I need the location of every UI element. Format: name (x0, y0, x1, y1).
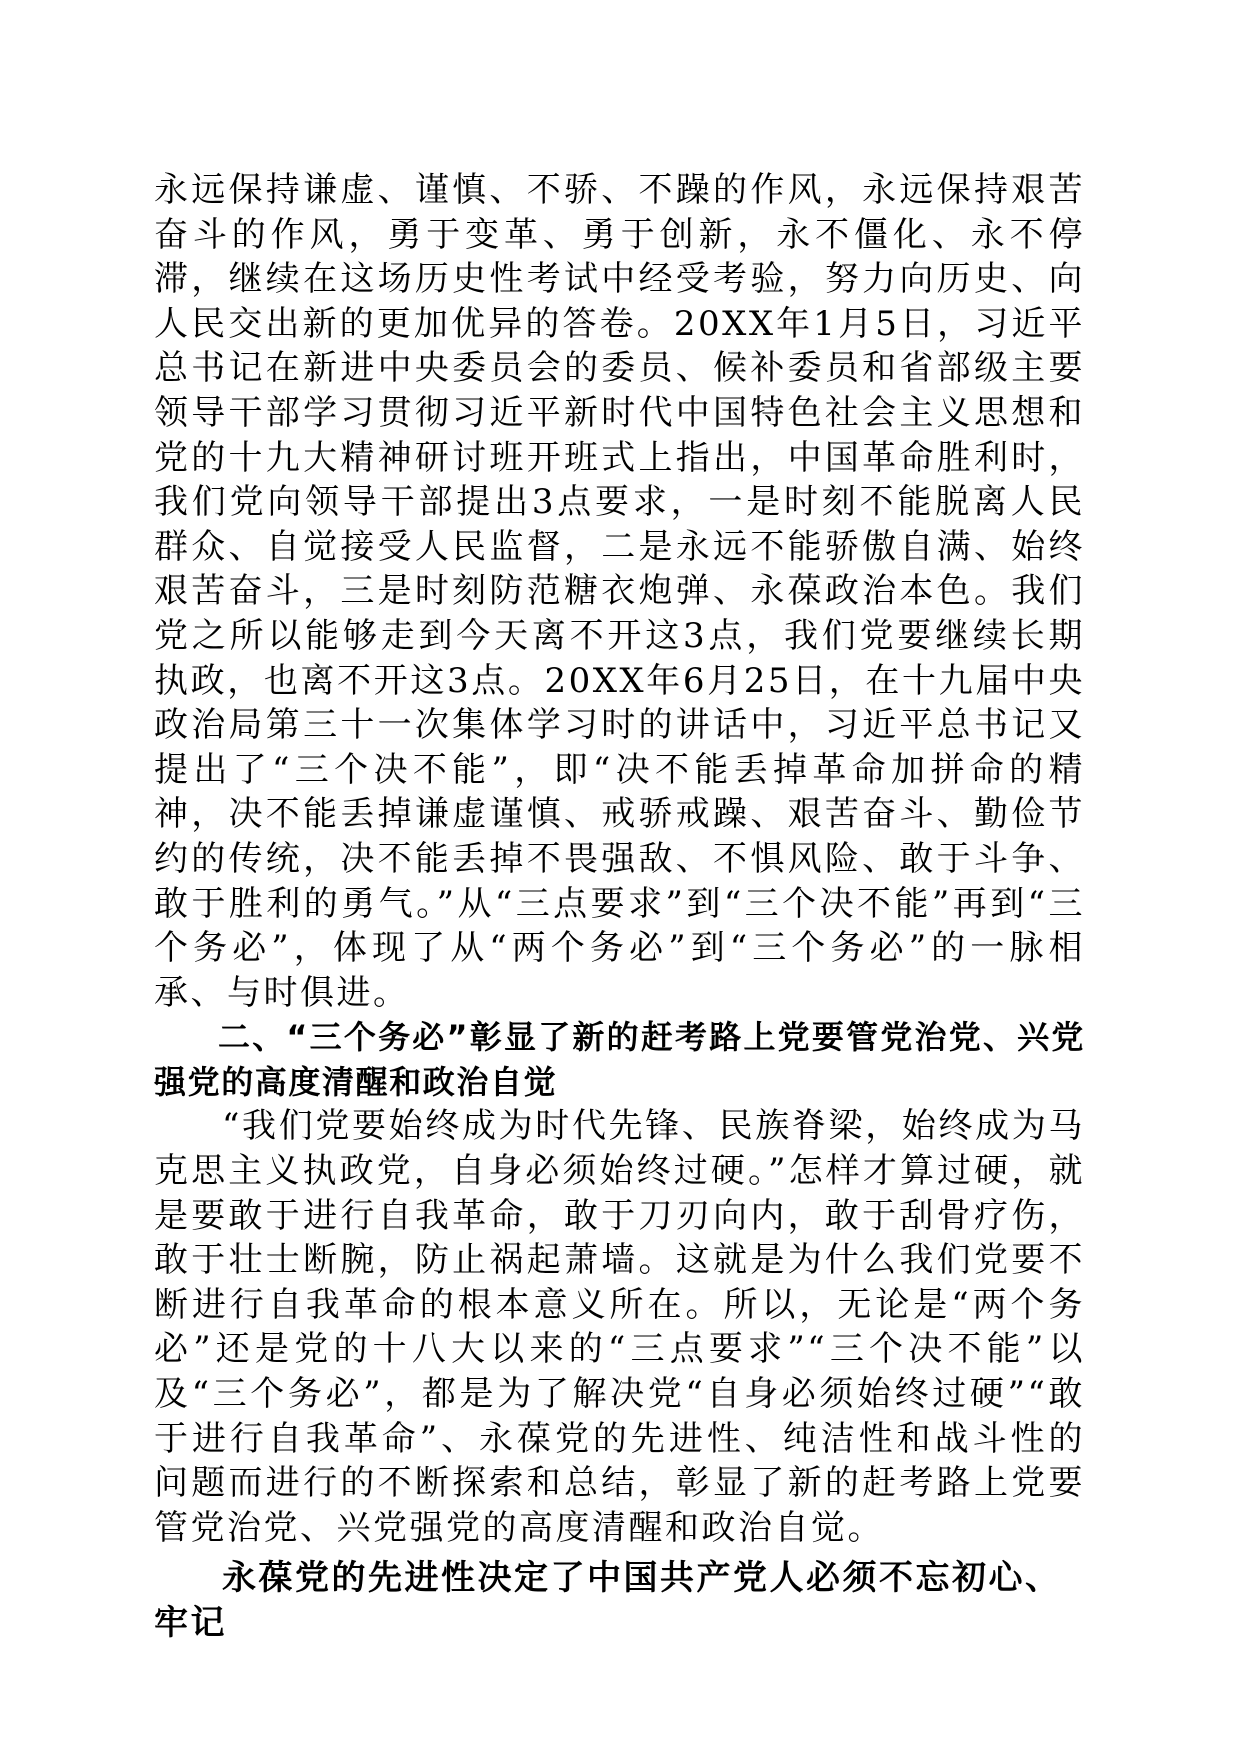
document-body (154, 168, 1085, 1646)
body-paragraph: 永远保持谦虚、谨慎、不骄、不躁的作风，永远保持艰苦奋斗的作风，勇于变革、勇于创新，永不僵化、永不停滞，继续在这场历史性考试中经受考验，努力向历史、向人民交出新的更加优异的答卷。20XX年1月5日，习近平总书记在新进中央委员会的委员、候补委员和省部级主要领导干部学习贯彻习近平新时代中国特色社会主义思想和党的十九大精神研讨班开班式上指出，中国革命胜利时，我们党向领导干部提出3点要求，一是时刻不能脱离人民群众、自觉接受人民监督，二是永远不能骄傲自满、始终艰苦奋斗，三是时刻防范糖衣炮弹、永葆政治本色。我们党之所以能够走到今天离不开这3点，我们党要继续长期执政，也离不开这3点。20XX年6月25日，在十九届中央政治局第三十一次集体学习时的讲话中，习近平总书记又提出了“三个决不能”，即“决不能丢掉革命加拼命的精神，决不能丢掉谦虚谨慎、戒骄戒躁、艰苦奋斗、勤俭节约的传统，决不能丢掉不畏强敌、不惧风险、敢于斗争、敢于胜利的勇气。”从“三点要求”到“三个决不能”再到“三个务必”，体现了从“两个务必”到“三个务必”的一脉相承、与时俱进。 (154, 170, 1085, 1013)
body-paragraph: “我们党要始终成为时代先锋、民族脊梁，始终成为马克思主义执政党，自身必须始终过硬。”怎样才算过硬，就是要敢于进行自我革命，敢于刀刃向内，敢于刮骨疗伤，敢于壮士断腕，防止祸起萧墙。这就是为什么我们党要不断进行自我革命的根本意义所在。所以，无论是“两个务必”还是党的十八大以来的“三点要求”“三个决不能”以及“三个务必”，都是为了解决党“自身必须始终过硬”“敢于进行自我革命”、永葆党的先进性、纯洁性和战斗性的问题而进行的不断探索和总结，彰显了新的赶考路上党要管党治党、兴党强党的高度清醒和政治自觉。 (154, 1106, 1085, 1548)
section-heading: 二、“三个务必”彰显了新的赶考路上党要管党治党、兴党强党的高度清醒和政治自觉 (154, 1018, 1085, 1101)
bold-lead-sentence: 永葆党的先进性决定了中国共产党人必须不忘初心、牢记 (154, 1558, 1062, 1643)
